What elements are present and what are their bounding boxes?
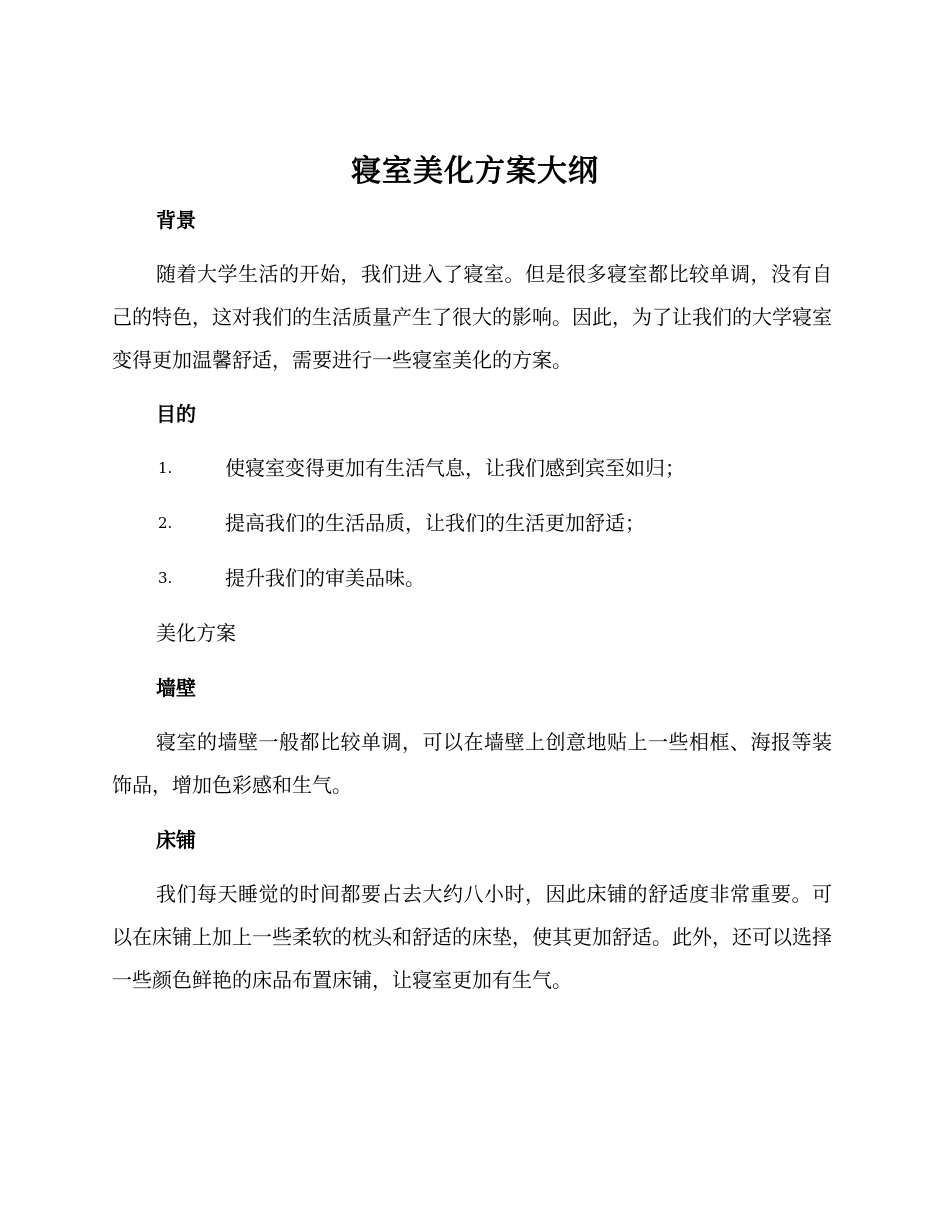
- list-item: [158, 448, 838, 488]
- heading-wall: 墙壁: [156, 676, 196, 700]
- paragraph-bed: 我们每天睡觉的时间都要占去大约八小时，因此床铺的舒适度非常重要。可以在床铺上加上一些柔软的枕头和舒适的床垫，使其更加舒适。此外，还可以选择一些颜色鲜艳的床品布置床铺，让寝室更加有生气。: [112, 882, 832, 992]
- list-text: 提升我们的审美品味。: [225, 566, 425, 590]
- heading-plan: 美化方案: [156, 621, 236, 645]
- document-title: 寝室美化方案大纲: [351, 154, 599, 189]
- heading-background: 背景: [156, 208, 196, 232]
- list-text: 提高我们的生活品质，让我们的生活更加舒适；: [225, 511, 645, 535]
- list-number: 1.: [158, 459, 173, 477]
- paragraph-background: 随着大学生活的开始，我们进入了寝室。但是很多寝室都比较单调，没有自己的特色，这对我们的生活质量产生了很大的影响。因此，为了让我们的大学寝室变得更加温馨舒适，需要进行一些寝室美化的方案。: [112, 262, 832, 372]
- list-text: 使寝室变得更加有生活气息，让我们感到宾至如归；: [225, 456, 685, 480]
- heading-purpose: 目的: [156, 402, 196, 426]
- list-number: 2.: [158, 514, 173, 532]
- list-item: [158, 558, 838, 598]
- heading-bed: 床铺: [156, 828, 196, 852]
- list-item: [158, 503, 838, 543]
- paragraph-wall: 寝室的墙壁一般都比较单调，可以在墙壁上创意地贴上一些相框、海报等装饰品，增加色彩感和生气。: [112, 730, 832, 797]
- list-number: 3.: [158, 569, 173, 587]
